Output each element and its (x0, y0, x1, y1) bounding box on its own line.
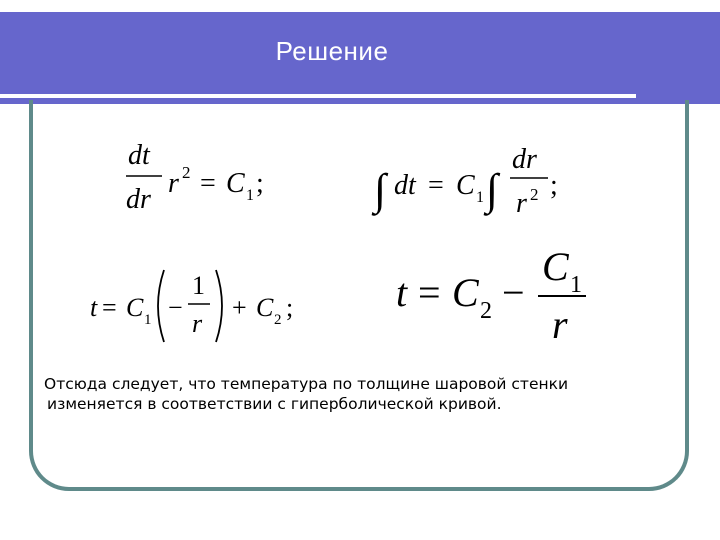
svg-text:;: ; (286, 293, 294, 322)
formula-eq3 (88, 258, 318, 354)
formula-eq2 (372, 138, 582, 230)
svg-text:dr: dr (512, 144, 537, 175)
svg-text:C: C (452, 270, 479, 315)
svg-text:C: C (542, 244, 569, 289)
svg-text:dt: dt (394, 170, 416, 201)
svg-text:+: + (232, 293, 247, 322)
svg-text:C: C (226, 168, 245, 199)
conclusion-line-2: изменяется в соответствии с гиперболической кривой. (47, 395, 502, 413)
svg-text:=: = (102, 293, 117, 322)
header-divider (0, 94, 636, 98)
svg-text:r: r (168, 168, 179, 199)
svg-text:1: 1 (570, 272, 582, 298)
svg-text:r: r (192, 309, 203, 338)
conclusion-line-1: Отсюда следует, что температура по толщине шаровой стенки (44, 375, 569, 393)
svg-text:1: 1 (144, 312, 152, 328)
svg-text:1: 1 (246, 187, 254, 204)
svg-text:=: = (200, 168, 216, 199)
svg-text:1: 1 (476, 189, 484, 206)
svg-text:∫: ∫ (374, 165, 387, 214)
svg-text:−: − (502, 270, 525, 315)
formula-eq4 (392, 240, 612, 350)
slide-title: Решение (275, 36, 389, 66)
conclusion-text (44, 374, 664, 414)
svg-text:2: 2 (480, 298, 492, 324)
svg-text:t: t (396, 270, 408, 315)
svg-text:∫: ∫ (486, 165, 499, 214)
svg-text:C: C (456, 170, 475, 201)
svg-text:C: C (126, 293, 144, 322)
svg-text:2: 2 (182, 163, 191, 182)
svg-text:dt: dt (128, 140, 150, 171)
svg-text:2: 2 (530, 185, 539, 204)
svg-text:dr: dr (126, 184, 151, 215)
svg-text:=: = (418, 270, 441, 315)
svg-text:1: 1 (192, 271, 205, 300)
svg-text:;: ; (256, 168, 264, 199)
svg-text:t: t (90, 293, 98, 322)
svg-text:2: 2 (274, 312, 282, 328)
svg-text:r: r (552, 302, 568, 347)
svg-text:−: − (168, 293, 183, 322)
formula-eq1 (118, 136, 298, 226)
svg-text:;: ; (550, 170, 558, 201)
svg-text:=: = (428, 170, 444, 201)
svg-text:C: C (256, 293, 274, 322)
svg-text:r: r (516, 188, 527, 219)
